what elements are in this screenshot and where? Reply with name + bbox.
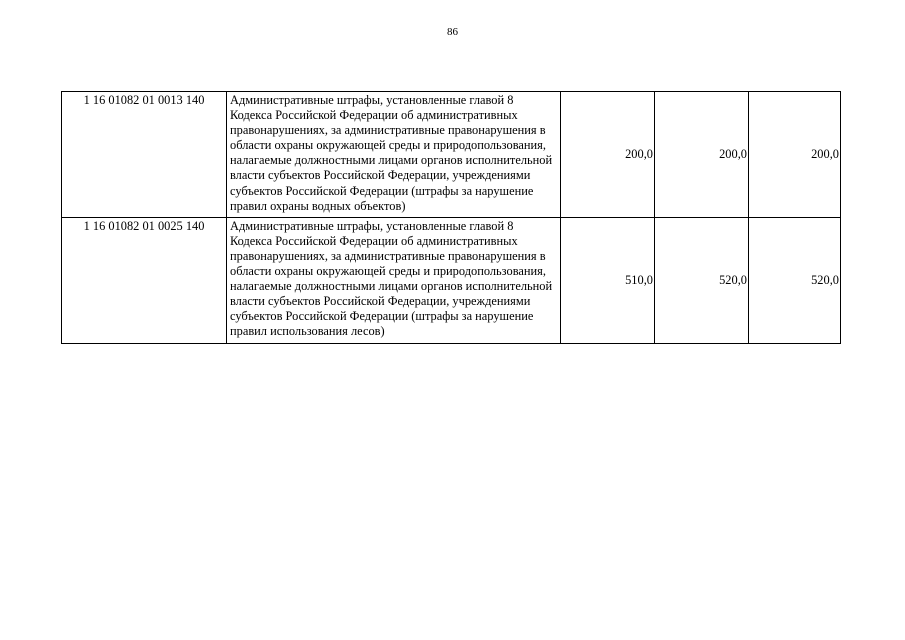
budget-code-cell: 1 16 01082 01 0025 140 <box>62 217 227 343</box>
budget-table <box>61 91 841 344</box>
value-cell-year-2: 200,0 <box>655 92 749 218</box>
table-row <box>62 92 841 218</box>
value-cell-year-3: 200,0 <box>749 92 841 218</box>
budget-code-cell: 1 16 01082 01 0013 140 <box>62 92 227 218</box>
table-row <box>62 217 841 343</box>
value-cell-year-2: 520,0 <box>655 217 749 343</box>
page-number: 86 <box>447 26 458 38</box>
value-cell-year-1: 200,0 <box>561 92 655 218</box>
value-cell-year-3: 520,0 <box>749 217 841 343</box>
description-cell: Административные штрафы, установленные главой 8 Кодекса Российской Федерации об административных правонарушениях, за административные правонарушения в области охраны окружающей среды и природопользования, налагаемые должностными лицами органов исполнительной власти субъектов Российской Федерации, учреждениями субъектов Российской Федерации (штрафы за нарушение правил использования лесов) <box>227 217 561 343</box>
value-cell-year-1: 510,0 <box>561 217 655 343</box>
description-cell: Административные штрафы, установленные главой 8 Кодекса Российской Федерации об административных правонарушениях, за административные правонарушения в области охраны окружающей среды и природопользования, налагаемые должностными лицами органов исполнительной власти субъектов Российской Федерации, учреждениями субъектов Российской Федерации (штрафы за нарушение правил охраны водных объектов) <box>227 92 561 218</box>
